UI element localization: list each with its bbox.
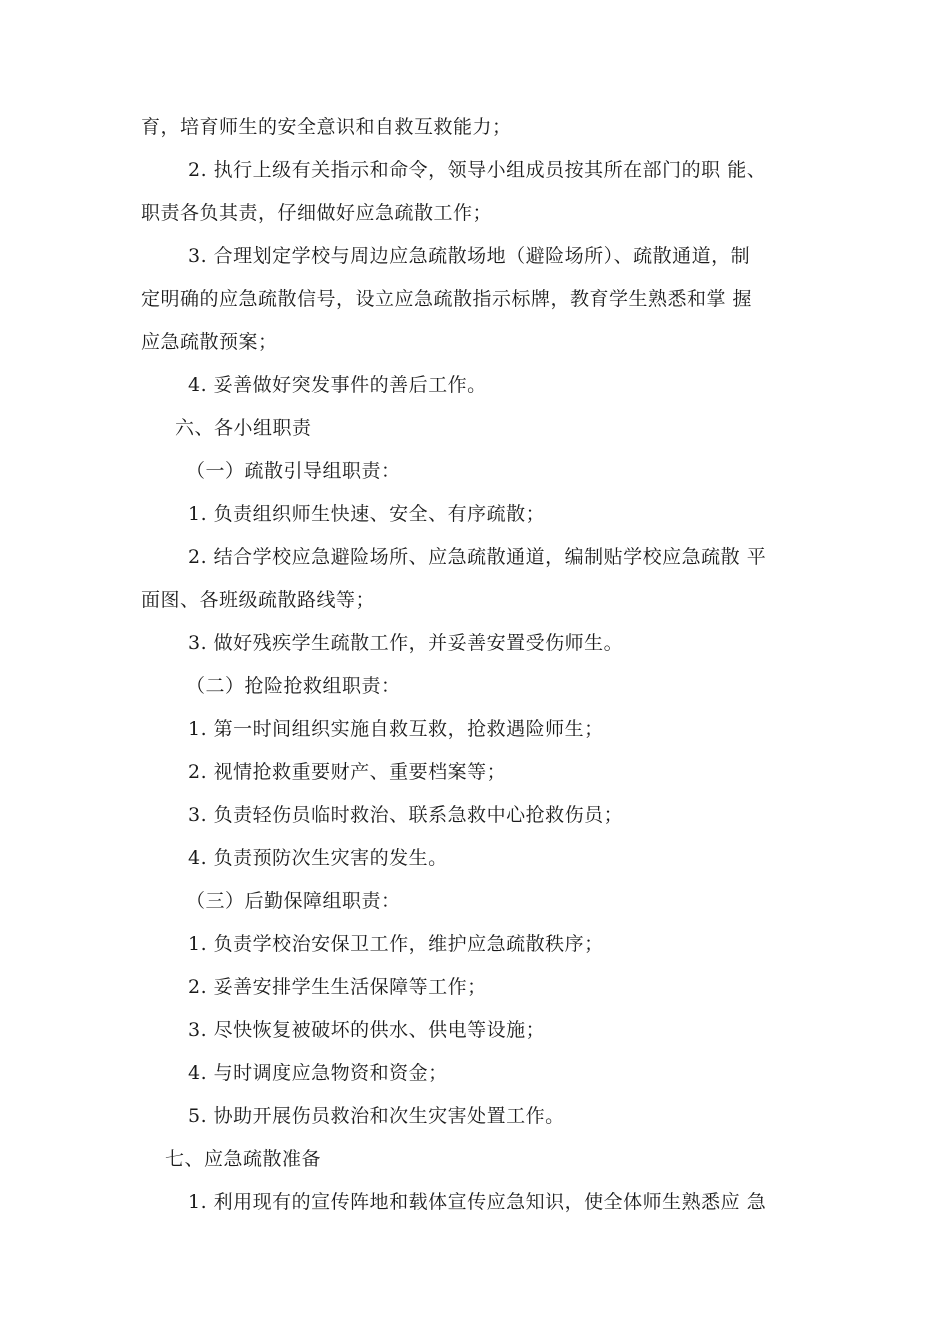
section-heading: 六、各小组职责 — [175, 417, 312, 439]
list-item-line: 1. 利用现有的宣传阵地和载体宣传应急知识，使全体师生熟悉应 急 — [188, 1191, 767, 1213]
list-item-line: 2. 执行上级有关指示和命令，领导小组成员按其所在部门的职 能、 — [188, 159, 767, 181]
list-item-line: 2. 视情抢救重要财产、重要档案等； — [188, 761, 507, 783]
list-item-line: 3. 尽快恢复被破坏的供水、供电等设施； — [188, 1019, 546, 1041]
list-item-line: 4. 负责预防次生灾害的发生。 — [188, 847, 448, 869]
section-heading: 七、应急疏散准备 — [165, 1148, 322, 1170]
list-item-line: 2. 结合学校应急避险场所、应急疏散通道，编制贴学校应急疏散 平 — [188, 546, 767, 568]
list-item-line: 4. 妥善做好突发事件的善后工作。 — [188, 374, 487, 396]
list-item-line: 3. 合理划定学校与周边应急疏散场地（避险场所）、疏散通道，制 — [188, 245, 751, 267]
list-item-line: 3. 做好残疾学生疏散工作，并妥善安置受伤师生。 — [188, 632, 624, 654]
list-item-line: 5. 协助开展伤员救治和次生灾害处置工作。 — [188, 1105, 565, 1127]
list-item-line: 2. 妥善安排学生生活保障等工作； — [188, 976, 487, 998]
list-item-line: 3. 负责轻伤员临时救治、联系急救中心抢救伤员； — [188, 804, 624, 826]
paragraph-line: 面图、各班级疏散路线等； — [141, 589, 376, 611]
subsection-heading: （二）抢险抢救组职责： — [186, 675, 401, 697]
subsection-heading: （三）后勤保障组职责： — [186, 890, 401, 912]
list-item-line: 1. 负责组织师生快速、安全、有序疏散； — [188, 503, 546, 525]
paragraph-line: 应急疏散预案； — [141, 331, 278, 353]
list-item-line: 1. 负责学校治安保卫工作，维护应急疏散秩序； — [188, 933, 604, 955]
paragraph-line: 育，培育师生的安全意识和自救互救能力； — [141, 116, 512, 138]
list-item-line: 4. 与时调度应急物资和资金； — [188, 1062, 448, 1084]
paragraph-line: 定明确的应急疏散信号，设立应急疏散指示标牌，教育学生熟悉和掌 握 — [141, 288, 753, 310]
paragraph-line: 职责各负其责，仔细做好应急疏散工作； — [141, 202, 493, 224]
list-item-line: 1. 第一时间组织实施自救互救，抢救遇险师生； — [188, 718, 604, 740]
subsection-heading: （一）疏散引导组职责： — [186, 460, 401, 482]
